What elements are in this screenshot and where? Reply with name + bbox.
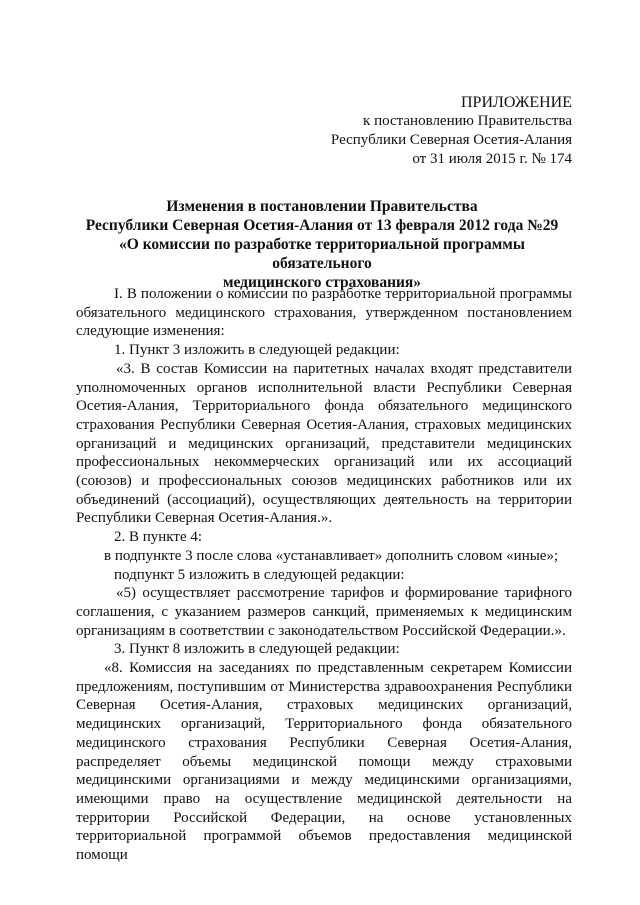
paragraph-item-1: 1. Пункт 3 изложить в следующей редакции: <box>114 342 400 359</box>
appendix-line-1: к постановлению Правительства <box>363 113 572 129</box>
title-line-3: «О комиссии по разработке территориальной программы обязательного <box>119 236 525 272</box>
title-line-2: Республики Северная Осетия-Алания от 13 февраля 2012 года №29 <box>85 217 559 234</box>
paragraph-item-1-text: «3. В состав Комиссии на паритетных началах входят представители уполномоченных органов исполнительной власти Республики Северная Осетия-Алания, Территориального фонда обязательного медицинского страхования Республики Северная Осетия-Алания, страховых медицинских организаций и медицинских организаций, представители медицинских профессиональных некоммерческих организаций или их ассоциаций (союзов) и профессиональных союзов медицинских работников или их объединений (ассоциаций), осуществляющих деятельность на территории Республики Северная Осетия-Алания.». <box>76 360 572 527</box>
paragraph-item-2-sub-5-text: «5) осуществляет рассмотрение тарифов и формирование тарифного соглашения, с указанием размеров санкций, применяемых к медицинским организациям в соответствии с законодательством Российской Федерации.». <box>76 585 572 639</box>
document-title <box>70 197 574 292</box>
paragraph-item-2-sub-5: подпункт 5 изложить в следующей редакции: <box>114 566 405 583</box>
appendix-line-3: от 31 июля 2015 г. № 174 <box>412 151 572 167</box>
paragraph-item-2-sub-3: в подпункте 3 после слова «устанавливает» дополнить словом «иные»; <box>104 547 559 564</box>
paragraph-item-2: 2. В пункте 4: <box>114 529 203 546</box>
title-line-1: Изменения в постановлении Правительства <box>166 198 478 215</box>
paragraph-section-1: I. В положении о комиссии по разработке территориальной программы обязательного медицинского страхования, утвержденном постановлением следующие изменения: <box>76 286 572 340</box>
appendix-label: ПРИЛОЖЕНИЕ <box>460 94 572 111</box>
appendix-header <box>331 93 572 169</box>
title-line-4: медицинского страхования» <box>222 274 422 291</box>
document-body <box>76 285 572 865</box>
paragraph-item-3: 3. Пункт 8 изложить в следующей редакции: <box>114 641 400 658</box>
appendix-line-2: Республики Северная Осетия-Алания <box>330 132 572 148</box>
paragraph-item-3-text: «8. Комиссия на заседаниях по представленным секретарем Комиссии предложениям, поступившим от Министерства здравоохранения Республики Северная Осетия-Алания, страховых медицинских организаций, медицинских организаций, Территориального фонда обязательного медицинского страхования Республики Северная Осетия-Алания, распределяет объемы медицинской помощи между страховыми медицинскими организациями и между медицинскими организациями, имеющими право на осуществление медицинской деятельности на территории Российской Федерации, на основе установленных территориальной программой объемов предоставления медицинской помощи <box>76 660 572 864</box>
